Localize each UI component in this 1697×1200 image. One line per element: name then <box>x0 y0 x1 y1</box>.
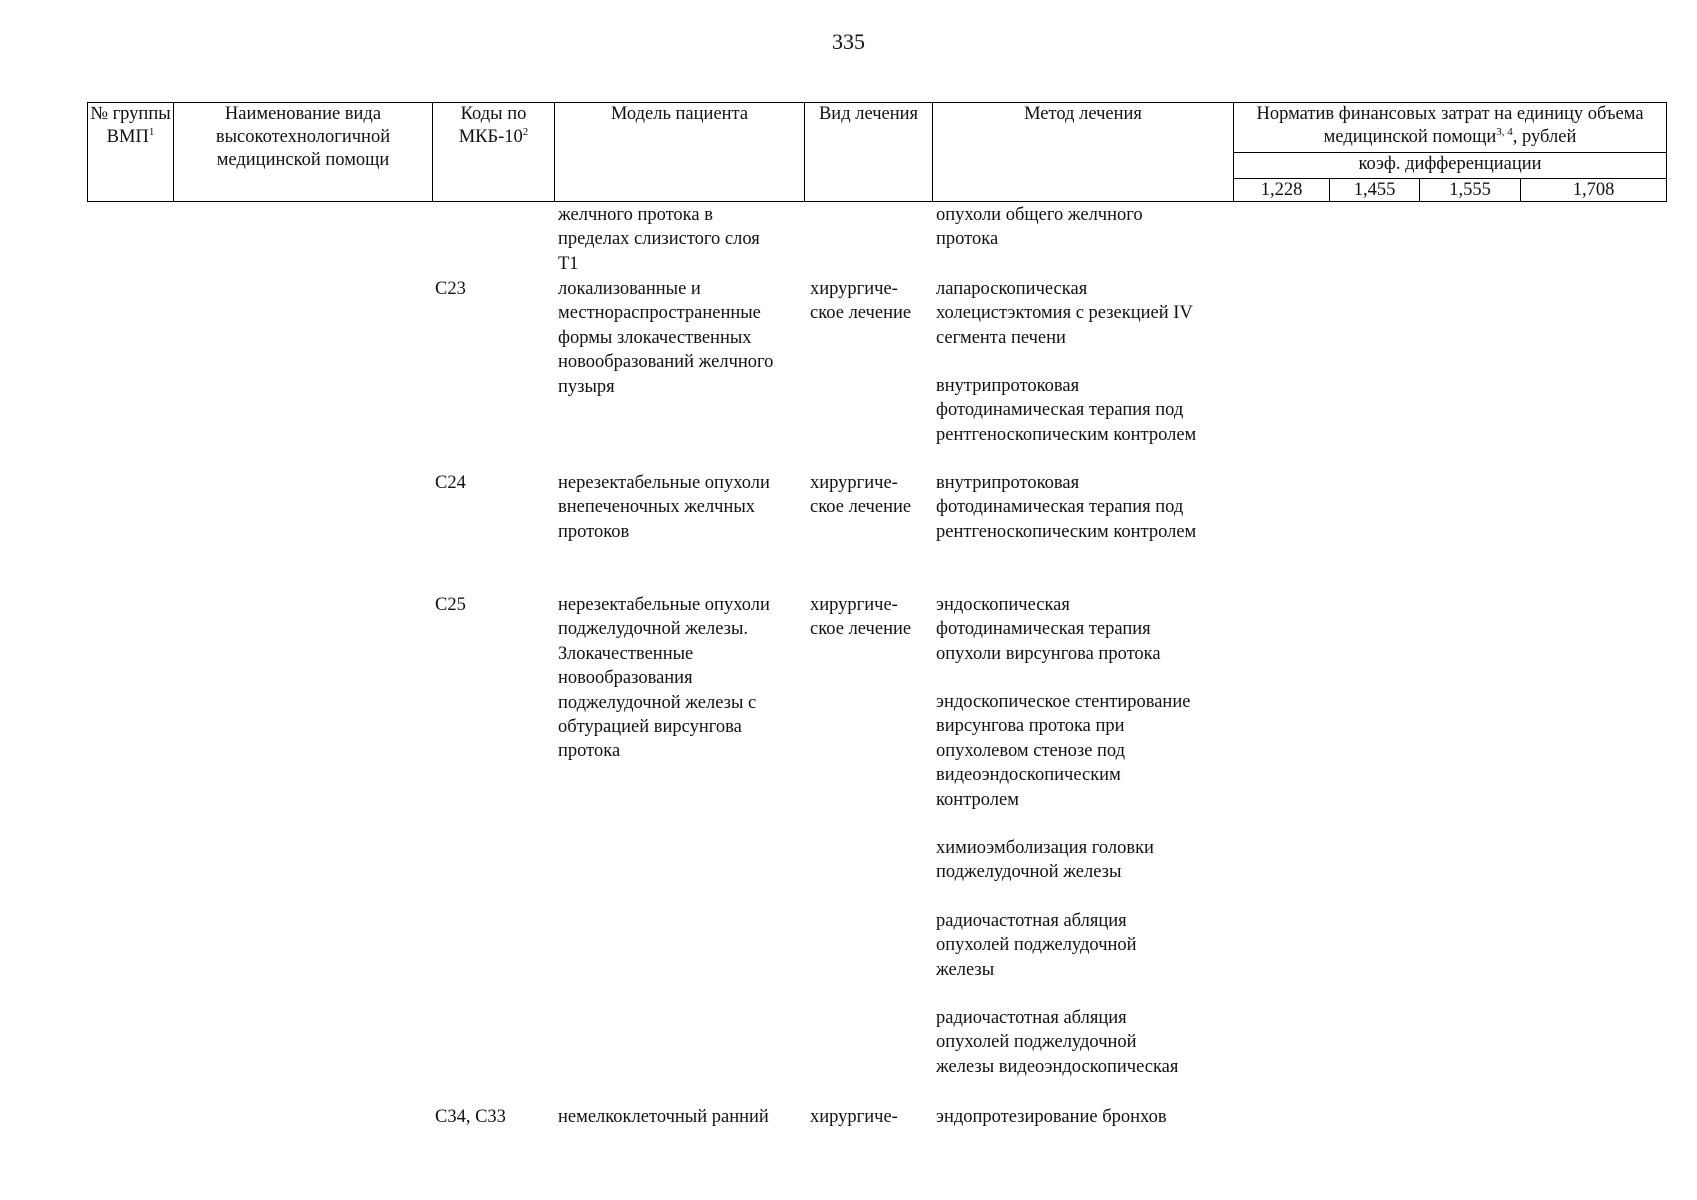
header-coef-label: коэф. дифференциации <box>1234 153 1667 179</box>
header-cost-norm: Норматив финансовых затрат на единицу объема медицинской помощи$^{3, 4}$, рублей <box>1234 103 1667 153</box>
treatment-method-cell: радиочастотная абляция опухолей поджелудочной железы видеоэндоскопическая <box>936 1008 1179 1077</box>
treatment-type-cell: хирургиче- ское лечение <box>810 473 912 518</box>
treatment-method-cell: эндоскопическая фотодинамическая терапия опухоли вирсунгова протока <box>936 595 1161 664</box>
patient-model-cell: нерезектабельные опухоли поджелудочной железы. Злокачественные новообразования поджелудочной железы с обтурацией вирсунгова протока <box>558 595 770 762</box>
header-treatment-type: Вид лечения <box>805 103 933 202</box>
page-number: 335 <box>832 29 865 54</box>
treatment-method-cell: эндопротезирование бронхов <box>936 1107 1167 1127</box>
coef-value: 1,228 <box>1234 179 1330 202</box>
treatment-method-cell: эндоскопическое стентирование вирсунгова протока при опухолевом стенозе под видеоэндоскопическим контролем <box>936 692 1191 810</box>
icd-code-cell: C24 <box>435 473 466 493</box>
icd-code-cell: C23 <box>435 279 466 299</box>
header-patient-model: Модель пациента <box>555 103 805 202</box>
header-group-number: № группы ВМП$^1$ <box>88 103 174 202</box>
treatment-type-cell: хирургиче- <box>810 1107 898 1127</box>
patient-model-cell: локализованные и местнораспространенные формы злокачественных новообразований желчного пузыря <box>558 279 774 397</box>
treatment-method-cell: опухоли общего желчного протока <box>936 205 1143 250</box>
patient-model-cell: желчного протока в пределах слизистого слоя Т1 <box>558 205 760 274</box>
header-treatment-method: Метод лечения <box>933 103 1234 202</box>
coef-value: 1,455 <box>1330 179 1420 202</box>
treatment-method-cell: внутрипротоковая фотодинамическая терапия под рентгеноскопическим контролем <box>936 473 1197 542</box>
treatment-type-cell: хирургиче- ское лечение <box>810 279 912 324</box>
header-icd-codes: Коды по МКБ-$10^2$ <box>433 103 555 202</box>
treatment-method-cell: химиоэмболизация головки поджелудочной железы <box>936 838 1154 883</box>
header-care-type: Наименование вида высокотехнологичной медицинской помощи <box>174 103 433 202</box>
treatment-method-cell: лапароскопическая холецистэктомия с резекцией IV сегмента печени <box>936 279 1193 348</box>
icd-code-cell: C25 <box>435 595 466 615</box>
icd-code-cell: C34, C33 <box>435 1107 506 1127</box>
patient-model-cell: нерезектабельные опухоли внепеченочных желчных протоков <box>558 473 770 542</box>
treatment-method-cell: внутрипротоковая фотодинамическая терапия под рентгеноскопическим контролем <box>936 376 1197 445</box>
treatment-type-cell: хирургиче- ское лечение <box>810 595 912 640</box>
treatment-method-cell: радиочастотная абляция опухолей поджелудочной железы <box>936 911 1137 980</box>
coef-value: 1,555 <box>1420 179 1521 202</box>
coef-value: 1,708 <box>1521 179 1667 202</box>
patient-model-cell: немелкоклеточный ранний <box>558 1107 769 1127</box>
